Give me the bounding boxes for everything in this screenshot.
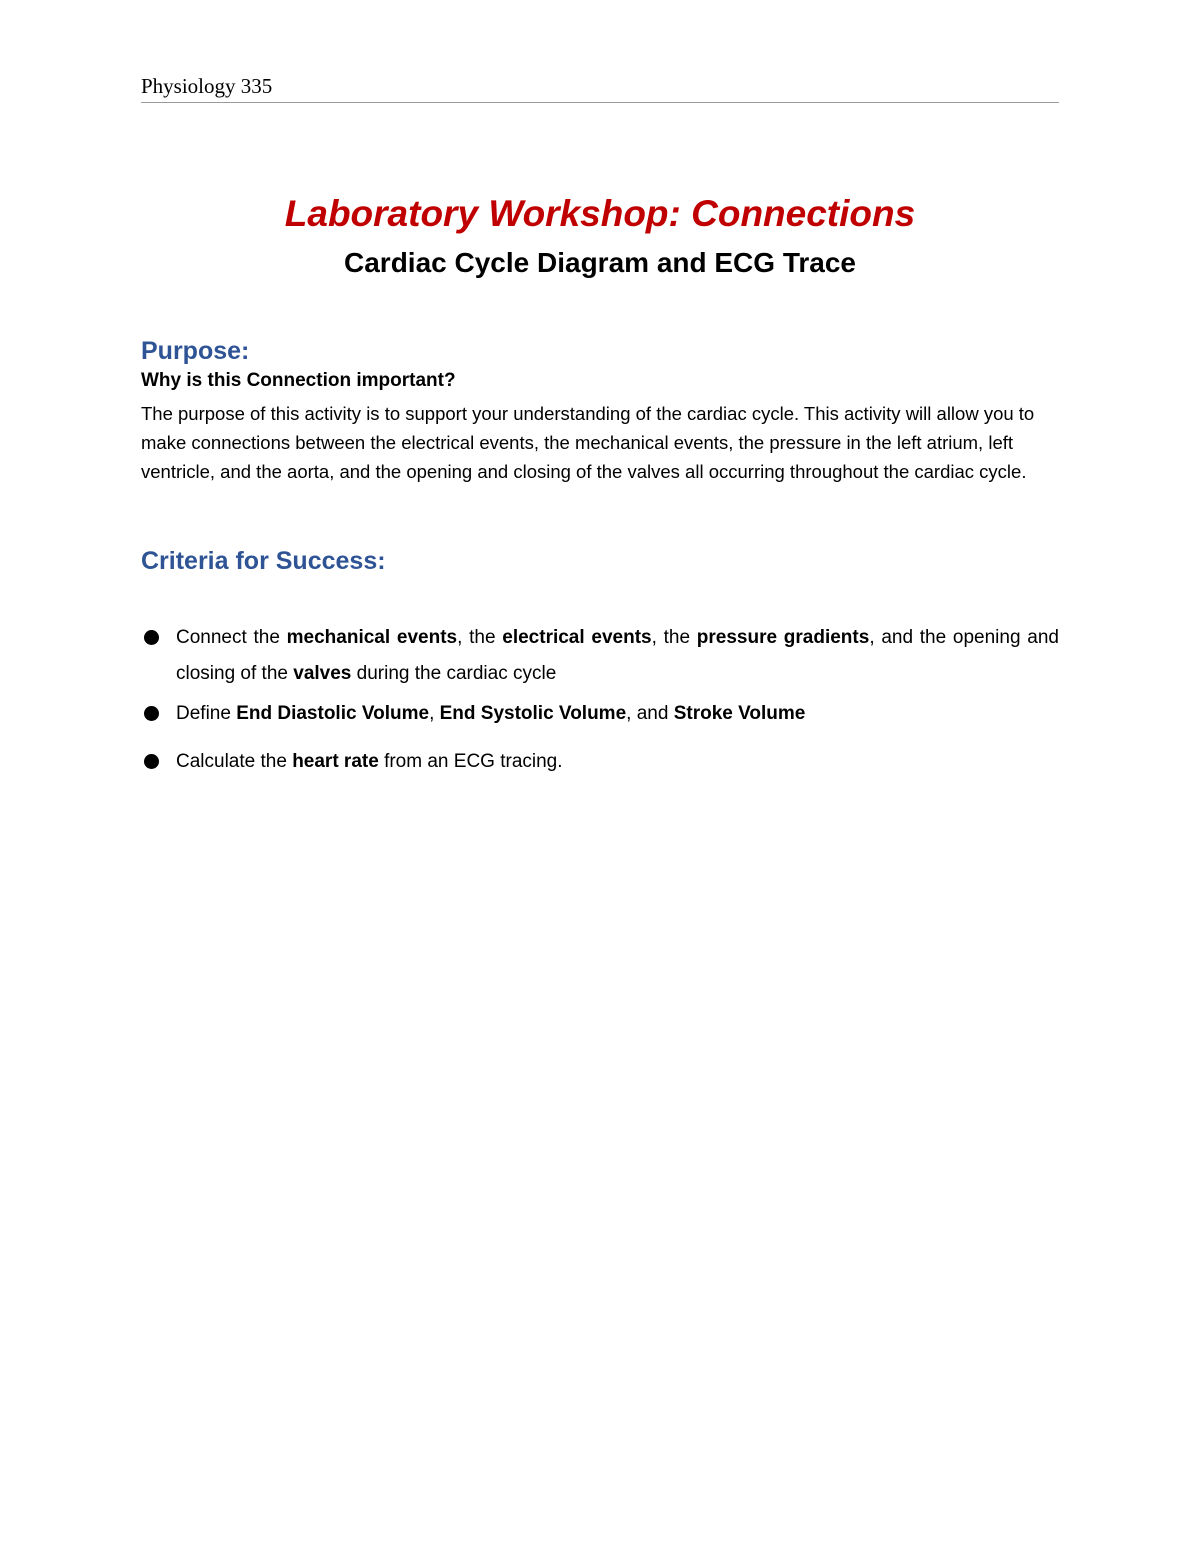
criteria-list (141, 620, 1059, 780)
criteria-text: , and the opening and closing of the (176, 627, 1059, 684)
purpose-heading: Purpose: (141, 337, 250, 365)
criteria-keyword: heart rate (292, 751, 379, 772)
criteria-item-define (141, 696, 1059, 732)
course-name: Physiology 335 (141, 74, 273, 98)
criteria-text: , and (626, 703, 674, 724)
criteria-keyword: electrical events (502, 627, 652, 648)
criteria-text: during the cardiac cycle (351, 663, 557, 684)
criteria-text: , the (651, 627, 697, 648)
criteria-item-calculate (141, 744, 1059, 780)
criteria-keyword: valves (293, 663, 352, 684)
criteria-text: Connect the (176, 627, 287, 648)
criteria-text: from an ECG tracing. (378, 751, 563, 772)
criteria-keyword: End Systolic Volume (439, 703, 627, 724)
document-subtitle: Cardiac Cycle Diagram and ECG Trace (344, 247, 856, 278)
criteria-keyword: mechanical events (286, 627, 458, 648)
criteria-text: Define (176, 703, 237, 724)
criteria-text: , (429, 703, 440, 724)
bullet-icon (144, 706, 159, 721)
purpose-paragraph: The purpose of this activity is to support your understanding of the cardiac cycle. This activity will allow you to make connections between the electrical events, the mechanical events, the pressure in the left atrium, left ventricle, and the aorta, and the opening and closing of the valves all occurring throughout the cardiac cycle. (141, 403, 1035, 482)
criteria-keyword: End Diastolic Volume (236, 703, 430, 724)
page-header (141, 70, 1059, 103)
criteria-heading: Criteria for Success: (141, 547, 386, 575)
document-title: Laboratory Workshop: Connections (284, 193, 916, 234)
criteria-keyword: pressure gradients (696, 627, 870, 648)
criteria-item-connect (141, 620, 1059, 692)
criteria-text: Calculate the (176, 751, 293, 772)
bullet-icon (144, 630, 159, 645)
bullet-icon (144, 754, 159, 769)
purpose-question: Why is this Connection important? (141, 370, 456, 391)
criteria-keyword: Stroke Volume (673, 703, 806, 724)
criteria-text: , the (457, 627, 503, 648)
